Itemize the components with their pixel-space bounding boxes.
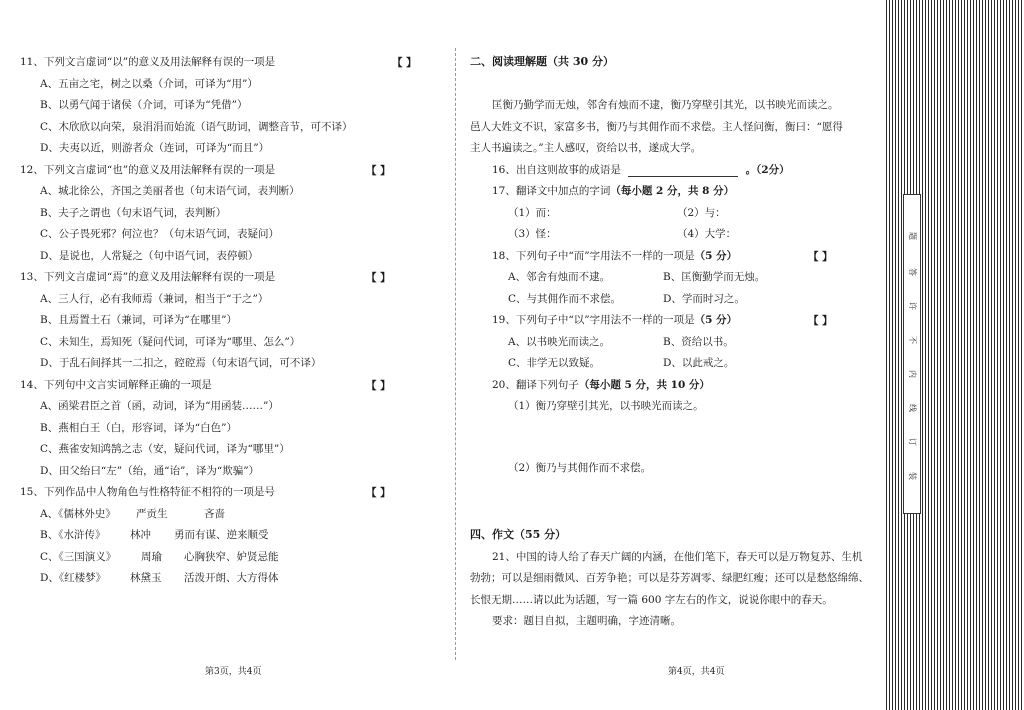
q13-option-a: A、三人行，必有我师焉（兼词，相当于“于之”） <box>40 293 269 305</box>
seal-char-5: 内 <box>908 370 917 378</box>
section-4-heading: 四、作文（55 分） <box>470 528 567 541</box>
q11-option-a: A、五亩之宅，树之以桑（介词，可译为“用”） <box>40 78 258 90</box>
q20-text: 20、翻译下列句子 <box>492 379 579 391</box>
seal-line-box <box>903 194 921 514</box>
essay-line-2: 勃勃；可以是细雨微风、百芳争艳；可以是芬芳凋零、绿肥红瘦；还可以是愁悠绵绵、 <box>470 572 869 584</box>
q20 <box>492 378 710 392</box>
q19-text: 19、下列句子中“以”字用法不一样的一项是 <box>492 314 695 326</box>
q20-item-2: （2）衡乃与其佣作而不求偿。 <box>508 462 652 474</box>
q20-score: （每小题 5 分，共 10 分） <box>578 379 710 391</box>
q13-answer-bracket[interactable]: 【 】 <box>366 272 391 284</box>
seal-char-4: 不 <box>908 336 917 344</box>
q16-text: 16、出自这则故事的成语是 <box>492 164 621 176</box>
essay-line-3: 长恨无期……请以此为话题，写一篇 600 字左右的作文，说说你眼中的春天。 <box>470 594 833 606</box>
q11-option-c: C、木欣欣以向荣，泉涓涓而始流（语气助词，调整音节，可不译） <box>40 121 353 133</box>
q13-option-c: C、未知生，焉知死（疑问代词，可译为“哪里、怎么”） <box>40 336 301 348</box>
page-divider <box>455 48 456 660</box>
seal-char-8: 装 <box>908 472 917 480</box>
page-3 <box>0 0 452 710</box>
q14-answer-bracket[interactable]: 【 】 <box>366 380 391 392</box>
q19-score: （5 分） <box>694 314 738 326</box>
q15-row-c-name: 周瑜 <box>141 551 162 563</box>
q13-option-b: B、且焉置土石（兼词，可译为“在哪里”） <box>40 314 237 326</box>
q12-option-c: C、公子畏死邪？何泣也？（句末语气词，表疑问） <box>40 228 280 240</box>
q19-answer-bracket[interactable]: 【 】 <box>808 315 833 327</box>
essay-requirements: 要求：题目自拟，主题明确，字迹清晰。 <box>492 615 681 627</box>
passage-line-2: 邑人大姓文不识，家富多书，衡乃与其佣作而不求偿。主人怪问衡，衡曰：“愿得 <box>470 121 843 133</box>
q12-option-d: D、是说也，人常疑之（句中语气词，表停顿） <box>40 250 259 262</box>
q12-answer-bracket[interactable]: 【 】 <box>366 165 391 177</box>
page-4 <box>458 0 882 710</box>
q17-item-1: （1）而： <box>508 207 557 219</box>
q11-option-d: D、夫夷以近，则游者众（连词，可译为“而且”） <box>40 142 270 154</box>
q15-row-b-work: B、《水浒传》 <box>40 529 106 541</box>
q14-option-c: C、燕雀安知鸿鹄之志（安，疑问代词，译为“哪里”） <box>40 443 290 455</box>
q18-option-b: B、匡衡勤学而无烛。 <box>663 271 766 283</box>
q18-option-a: A、邻舍有烛而不逮。 <box>508 271 611 283</box>
passage-line-1: 匡衡乃勤学而无烛，邻舍有烛而不逮，衡乃穿壁引其光，以书映光而读之。 <box>492 99 839 111</box>
q19-option-b: B、资给以书。 <box>663 336 734 348</box>
passage-line-3: 主人书遍读之。”主人感叹，资给以书，遂成大学。 <box>470 142 702 154</box>
seal-char-1: 题 <box>908 232 917 240</box>
q15-row-c-work: C、《三国演义》 <box>40 551 117 563</box>
section-2-heading: 二、阅读理解题（共 30 分） <box>470 55 614 68</box>
q16 <box>492 163 790 177</box>
q15-stem: 15、下列作品中人物角色与性格特征不相符的一项是号 <box>20 486 275 498</box>
q12-option-a: A、城北徐公，齐国之美丽者也（句末语气词，表判断） <box>40 185 300 197</box>
q15-row-d-name: 林黛玉 <box>130 572 162 584</box>
q15-row-d-work: D、《红楼梦》 <box>40 572 107 584</box>
q11-stem: 11、下列文言虚词“以”的意义及用法解释有误的一项是 <box>20 56 276 68</box>
q16-answer-blank[interactable] <box>628 166 738 177</box>
q15-row-c-trait: 心胸狭窄、妒贤忌能 <box>184 551 279 563</box>
q17-text: 17、翻译文中加点的字词 <box>492 185 611 197</box>
q12-stem: 12、下列文言虚词“也”的意义及用法解释有误的一项是 <box>20 164 276 176</box>
q18-option-d: D、学而时习之。 <box>663 293 745 305</box>
page-3-footer: 第3页，共4页 <box>205 667 262 677</box>
q18-option-c: C、与其佣作而不求偿。 <box>508 293 622 305</box>
q15-row-b-name: 林冲 <box>130 529 151 541</box>
q12-option-b: B、夫子之谓也（句末语气词，表判断） <box>40 207 227 219</box>
q17-item-2: （2）与： <box>677 207 726 219</box>
q18-score: （5 分） <box>694 250 738 262</box>
q18-answer-bracket[interactable]: 【 】 <box>808 251 833 263</box>
q14-stem: 14、下列句中文言实词解释正确的一项是 <box>20 379 212 391</box>
q13-option-d: D、于乱石间择其一二扣之，硿硿焉（句末语气词，可不译） <box>40 357 322 369</box>
q11-answer-bracket[interactable]: 【 】 <box>392 57 417 69</box>
q15-row-d-trait: 活泼开朗、大方得体 <box>184 572 279 584</box>
q14-option-b: B、燕相白王（白，形容词，译为“白色”） <box>40 422 237 434</box>
q16-score: 。（2分） <box>745 164 790 176</box>
page-4-footer: 第4页，共4页 <box>668 667 725 677</box>
essay-line-1: 21、中国的诗人给了春天广阔的内涵，在他们笔下，春天可以是万物复苏、生机 <box>492 551 863 563</box>
q11-option-b: B、以勇气闻于诸侯（介词，可译为“凭借”） <box>40 99 248 111</box>
q19-option-c: C、非学无以致疑。 <box>508 357 601 369</box>
q15-answer-bracket[interactable]: 【 】 <box>366 487 391 499</box>
q17 <box>492 184 734 198</box>
q19 <box>492 313 737 327</box>
q20-item-1: （1）衡乃穿壁引其光，以书映光而读之。 <box>508 400 704 412</box>
seal-char-3: 许 <box>908 302 917 310</box>
q15-row-b-trait: 勇而有谋、逆来顺受 <box>174 529 269 541</box>
q15-row-a-work: A、《儒林外史》 <box>40 508 116 520</box>
q17-item-3: （3）怪： <box>508 228 557 240</box>
q17-item-4: （4）大学： <box>677 228 737 240</box>
seal-char-2: 答 <box>908 268 917 276</box>
q14-option-d: D、田父绐曰“左”（绐，通“诒”，译为“欺骗”） <box>40 465 260 477</box>
q15-row-a-name: 严贡生 <box>136 508 168 520</box>
q18-text: 18、下列句子中“而”字用法不一样的一项是 <box>492 250 695 262</box>
q14-option-a: A、函梁君臣之首（函，动词，译为“用函装……”） <box>40 400 279 412</box>
q19-option-a: A、以书映光而读之。 <box>508 336 611 348</box>
seal-char-6: 线 <box>908 404 917 412</box>
q13-stem: 13、下列文言虚词“焉”的意义及用法解释有误的一项是 <box>20 271 276 283</box>
q17-score: （每小题 2 分，共 8 分） <box>610 185 735 197</box>
q18 <box>492 249 737 263</box>
q15-row-a-trait: 吝啬 <box>204 508 225 520</box>
seal-char-7: 订 <box>908 438 917 446</box>
q19-option-d: D、以此戒之。 <box>663 357 735 369</box>
